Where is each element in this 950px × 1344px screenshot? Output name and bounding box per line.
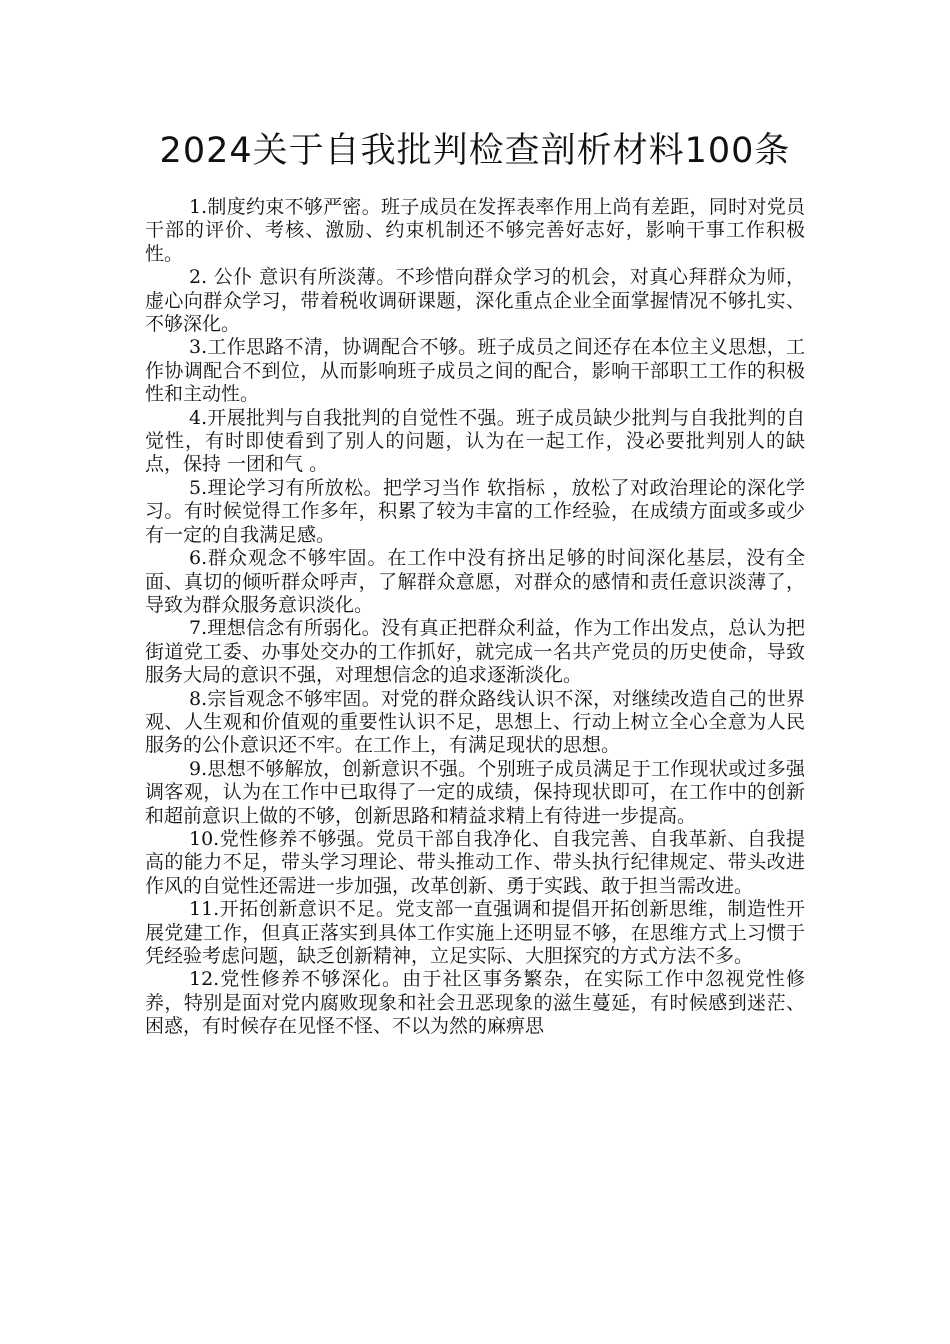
- paragraph-8: 8.宗旨观念不够牢固。对党的群众路线认识不深，对继续改造自己的世界观、人生观和价值观的重要性认识不足，思想上、行动上树立全心全意为人民服务的公仆意识还不牢。在工作上，有满足现状的思想。: [145, 687, 805, 757]
- document-body: [145, 196, 805, 1039]
- paragraph-10: 10.党性修养不够强。党员干部自我净化、自我完善、自我革新、自我提高的能力不足，带头学习理论、带头推动工作、带头执行纪律规定、带头改进作风的自觉性还需进一步加强，改革创新、勇于实践、敢于担当需改进。: [145, 827, 805, 897]
- paragraph-5: 5.理论学习有所放松。把学习当作 软指标 ，放松了对政治理论的深化学习。有时候觉得工作多年，积累了较为丰富的工作经验，在成绩方面或多或少有一定的自我满足感。: [145, 476, 805, 546]
- paragraph-7: 7.理想信念有所弱化。没有真正把群众利益，作为工作出发点，总认为把街道党工委、办事处交办的工作抓好，就完成一名共产党员的历史使命，导致服务大局的意识不强，对理想信念的追求逐渐淡化。: [145, 617, 805, 687]
- document-title: 2024关于自我批判检查剖析材料100条: [159, 131, 791, 171]
- paragraph-9: 9.思想不够解放，创新意识不强。个别班子成员满足于工作现状或过多强调客观，认为在工作中已取得了一定的成绩，保持现状即可，在工作中的创新和超前意识上做的不够，创新思路和精益求精上有待进一步提高。: [145, 757, 805, 827]
- paragraph-1: 1.制度约束不够严密。班子成员在发挥表率作用上尚有差距，同时对党员干部的评价、考核、激励、约束机制还不够完善好志好，影响干事工作积极性。: [145, 196, 805, 265]
- paragraph-6: 6.群众观念不够牢固。在工作中没有挤出足够的时间深化基层，没有全面、真切的倾听群众呼声，了解群众意愿，对群众的感情和责任意识淡薄了，导致为群众服务意识淡化。: [145, 547, 805, 616]
- paragraph-2: 2. 公仆 意识有所淡薄。不珍惜向群众学习的机会，对真心拜群众为师，虚心向群众学习，带着税收调研课题，深化重点企业全面掌握情况不够扎实、不够深化。: [145, 266, 805, 336]
- paragraph-11: 11.开拓创新意识不足。党支部一直强调和提倡开拓创新思维，制造性开展党建工作，但真正落实到具体工作实施上还明显不够，在思维方式上习惯于凭经验考虑问题，缺乏创新精神，立足实际、大胆探究的方式方法不多。: [145, 898, 805, 967]
- paragraph-3: 3.工作思路不清，协调配合不够。班子成员之间还存在本位主义思想，工作协调配合不到位，从而影响班子成员之间的配合，影响干部职工工作的积极性和主动性。: [145, 336, 805, 406]
- paragraph-12: 12.党性修养不够深化。由于社区事务繁杂，在实际工作中忽视党性修养，特别是面对党内腐败现象和社会丑恶现象的滋生蔓延，有时候感到迷茫、困惑，有时候存在见怪不怪、不以为然的麻痹思: [145, 968, 805, 1038]
- paragraph-4: 4.开展批判与自我批判的自觉性不强。班子成员缺少批判与自我批判的自觉性，有时即使看到了别人的问题，认为在一起工作，没必要批判别人的缺点，保持 一团和气 。: [145, 406, 805, 476]
